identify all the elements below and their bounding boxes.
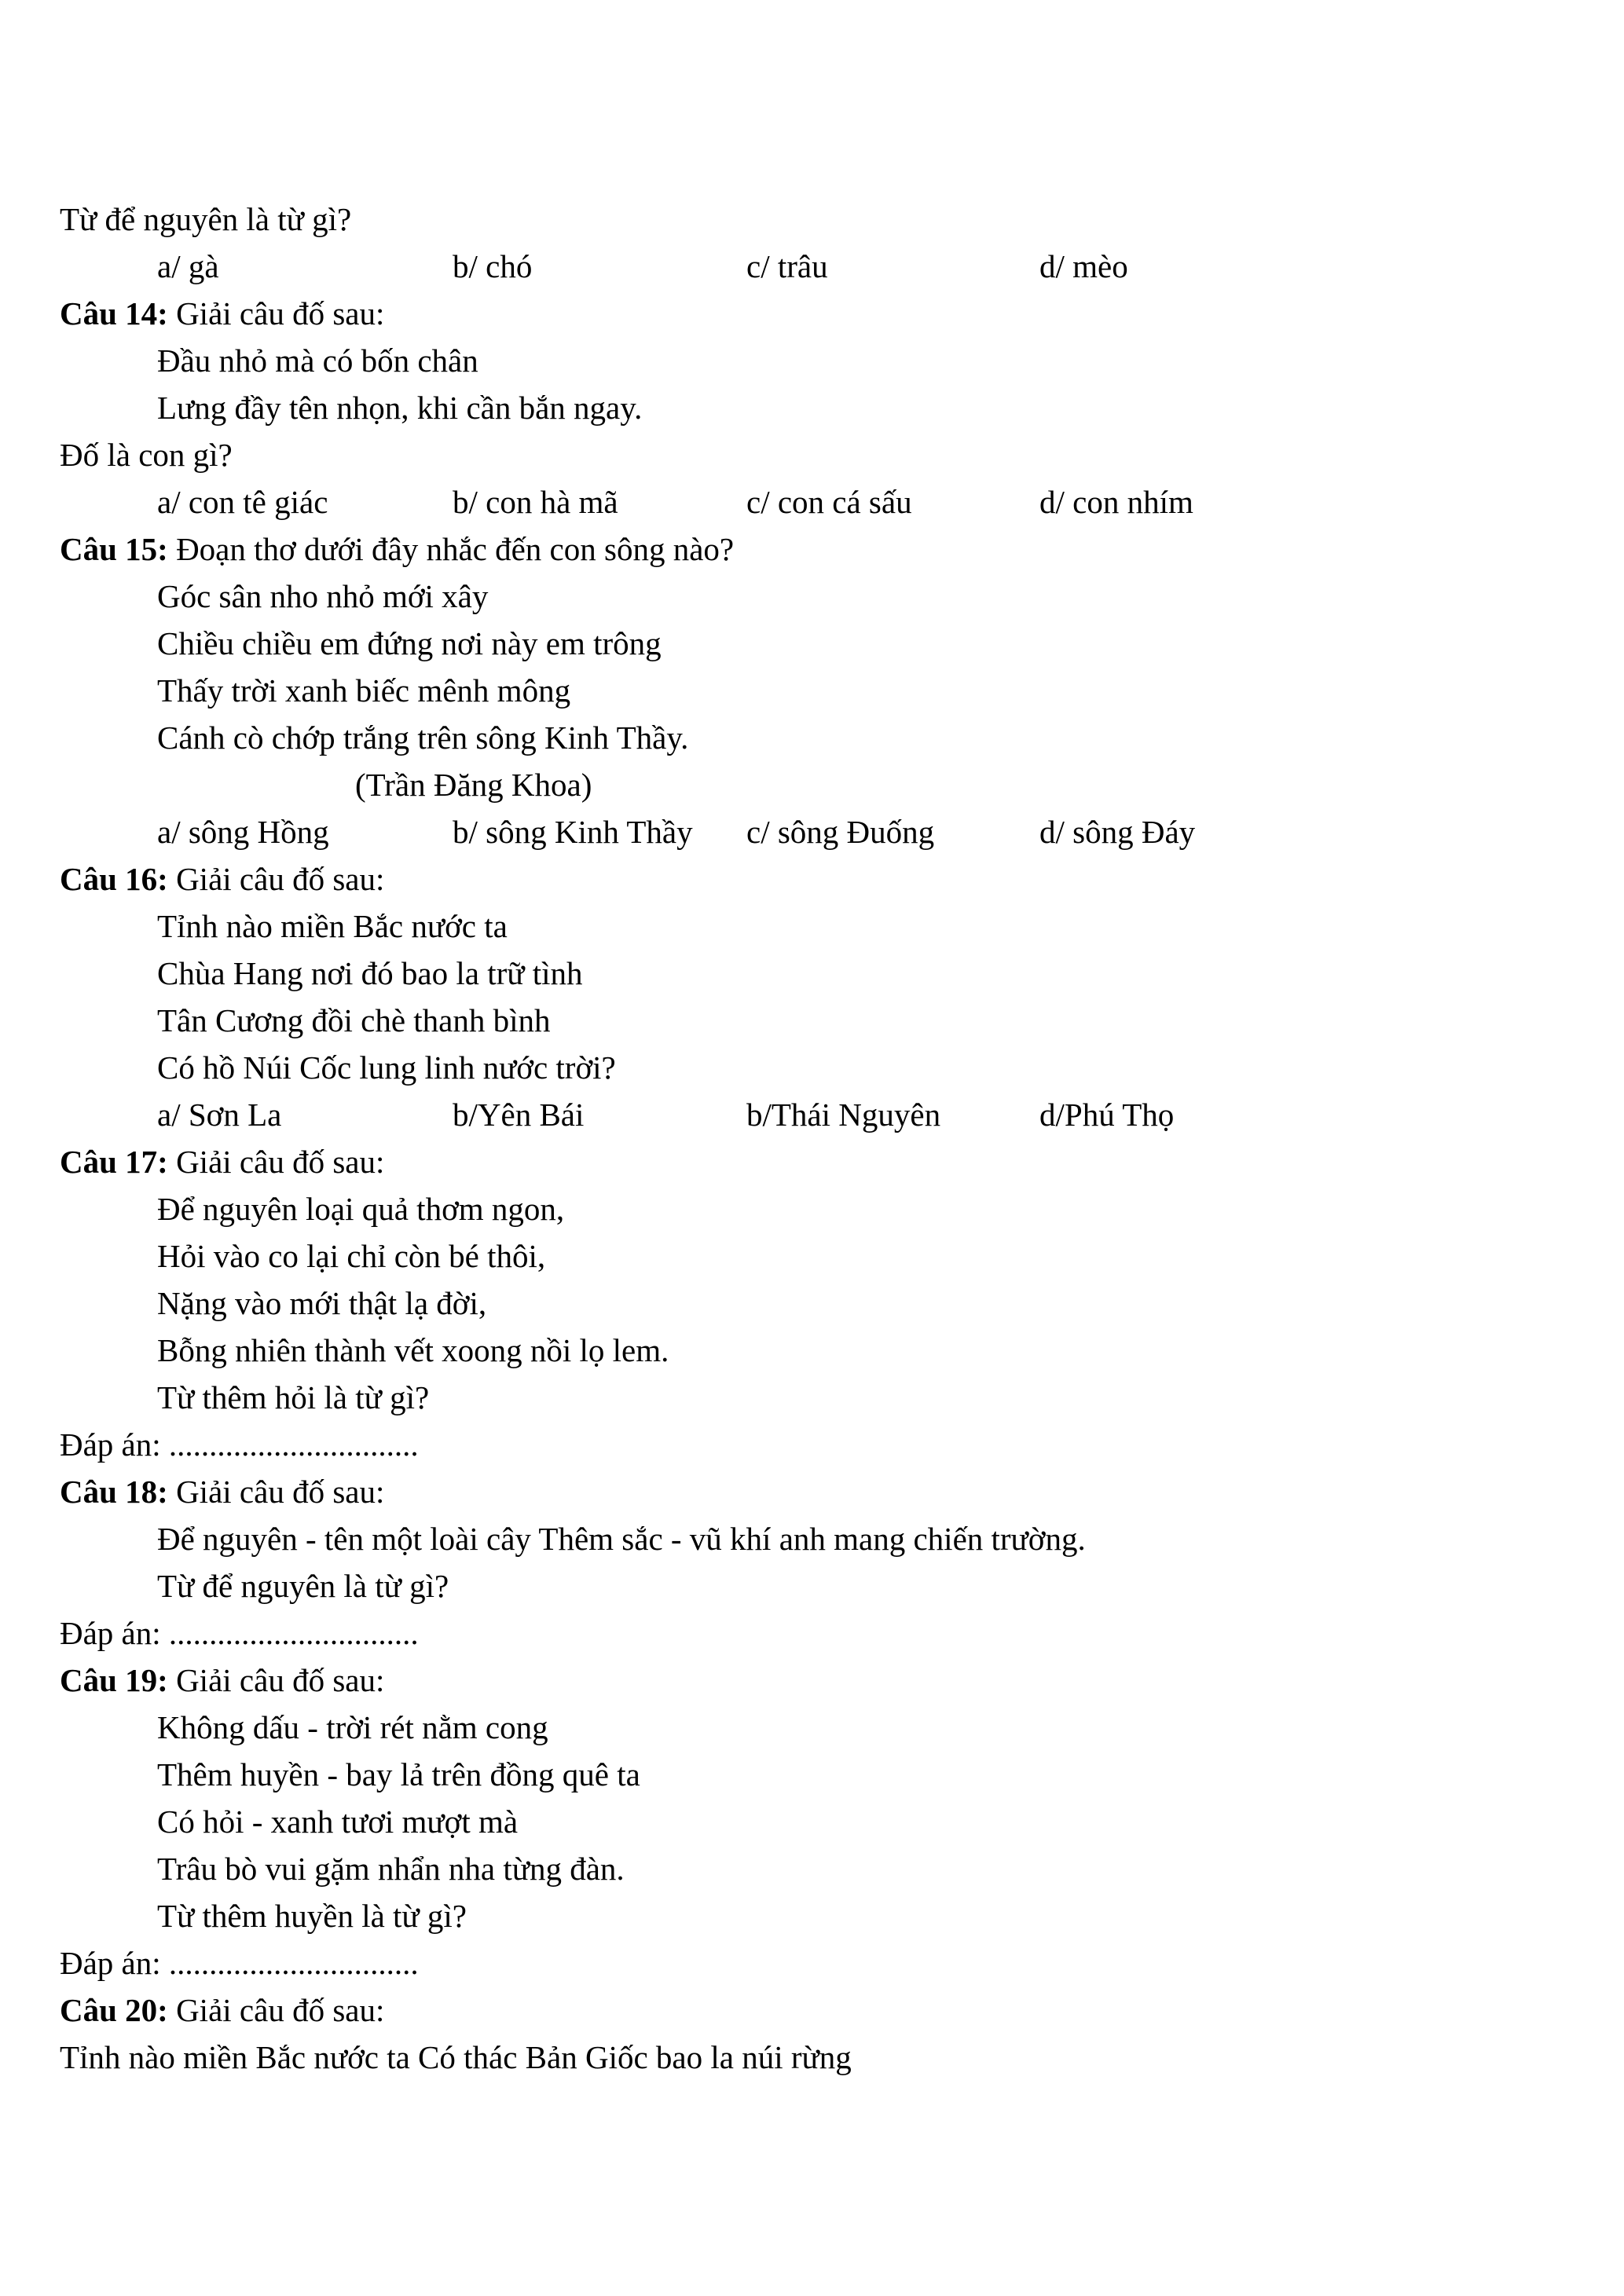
verse-line: Tân Cương đồi chè thanh bình — [157, 1002, 551, 1038]
verse-line: Có hồ Núi Cốc lung linh nước trời? — [157, 1049, 616, 1086]
question-label: Câu 19: — [60, 1662, 168, 1698]
question-prompt: Giải câu đố sau: — [167, 1144, 385, 1180]
question-20-text: Tỉnh nào miền Bắc nước ta Có thác Bản Giốc bao la núi rừng — [60, 2039, 852, 2075]
option-a: a/ Sơn La — [157, 1097, 282, 1133]
option-d: d/ mèo — [1039, 248, 1128, 284]
question-prompt: Đoạn thơ dưới đây nhắc đến con sông nào? — [167, 531, 735, 567]
question-prompt: Giải câu đố sau: — [167, 295, 385, 331]
answer-line: Đáp án: ............................... — [60, 1945, 419, 1981]
question-16-heading — [60, 855, 384, 903]
verse-line: Góc sân nho nhỏ mới xây — [157, 578, 489, 614]
answer-line: Đáp án: ............................... — [60, 1615, 419, 1651]
verse-line: Đầu nhỏ mà có bốn chân — [157, 342, 478, 379]
question-label: Câu 18: — [60, 1474, 168, 1510]
question-15-heading — [60, 525, 734, 573]
verse-line: Từ thêm hỏi là từ gì? — [157, 1379, 430, 1415]
option-b: b/ con hà mã — [453, 484, 618, 520]
question-label: Câu 16: — [60, 861, 168, 897]
verse-line: Không dấu - trời rét nằm cong — [157, 1709, 548, 1745]
verse-line: Để nguyên loại quả thơm ngon, — [157, 1191, 565, 1227]
verse-line: Từ thêm huyền là từ gì? — [157, 1898, 467, 1934]
question-14-question: Đố là con gì? — [60, 437, 233, 473]
option-b: b/Yên Bái — [453, 1097, 585, 1133]
option-b: b/ chó — [453, 248, 533, 284]
poem-author: (Trần Đăng Khoa) — [355, 767, 592, 803]
option-a: a/ gà — [157, 248, 219, 284]
question-20-heading — [60, 1987, 384, 2034]
question-14-heading — [60, 290, 384, 337]
question-19-heading — [60, 1657, 384, 1704]
question-label: Câu 17: — [60, 1144, 168, 1180]
verse-line: Chùa Hang nơi đó bao la trữ tình — [157, 955, 583, 991]
verse-line: Hỏi vào co lại chỉ còn bé thôi, — [157, 1238, 546, 1274]
verse-line: Chiều chiều em đứng nơi này em trông — [157, 625, 662, 661]
question-15-options — [0, 808, 1624, 855]
verse-line: Thấy trời xanh biếc mênh mông — [157, 672, 571, 709]
question-16-options — [0, 1091, 1624, 1138]
question-17-heading — [60, 1138, 384, 1185]
question-label: Câu 20: — [60, 1992, 168, 2028]
option-d: d/Phú Thọ — [1039, 1097, 1175, 1133]
question-label: Câu 14: — [60, 295, 168, 331]
verse-line: Từ để nguyên là từ gì? — [157, 1568, 449, 1604]
answer-line: Đáp án: ............................... — [60, 1426, 419, 1463]
question-prompt: Giải câu đố sau: — [167, 1474, 385, 1510]
option-c: c/ trâu — [746, 248, 828, 284]
verse-line: Để nguyên - tên một loài cây Thêm sắc - vũ khí anh mang chiến trường. — [157, 1521, 1086, 1557]
question-14-options — [0, 478, 1624, 525]
option-d: d/ con nhím — [1039, 484, 1193, 520]
verse-line: Bỗng nhiên thành vết xoong nồi lọ lem. — [157, 1332, 669, 1368]
question-prompt: Giải câu đố sau: — [167, 1662, 385, 1698]
question-prompt: Giải câu đố sau: — [167, 1992, 385, 2028]
verse-line: Tỉnh nào miền Bắc nước ta — [157, 908, 508, 944]
verse-line: Nặng vào mới thật lạ đời, — [157, 1285, 487, 1321]
verse-line: Có hỏi - xanh tươi mượt mà — [157, 1803, 519, 1840]
option-a: a/ con tê giác — [157, 484, 328, 520]
option-b: b/ sông Kinh Thầy — [453, 814, 693, 850]
verse-line: Cánh cò chớp trắng trên sông Kinh Thầy. — [157, 720, 689, 756]
intro-question: Từ để nguyên là từ gì? — [60, 201, 352, 237]
question-label: Câu 15: — [60, 531, 168, 567]
option-c: c/ con cá sấu — [746, 484, 912, 520]
option-a: a/ sông Hồng — [157, 814, 329, 850]
option-d: d/ sông Đáy — [1039, 814, 1196, 850]
intro-options — [0, 243, 1624, 290]
question-18-heading — [60, 1468, 384, 1515]
verse-line: Lưng đầy tên nhọn, khi cần bắn ngay. — [157, 390, 643, 426]
option-c: b/Thái Nguyên — [746, 1097, 941, 1133]
verse-line: Trâu bò vui gặm nhẩn nha từng đàn. — [157, 1851, 625, 1887]
option-c: c/ sông Đuống — [746, 814, 935, 850]
question-prompt: Giải câu đố sau: — [167, 861, 385, 897]
verse-line: Thêm huyền - bay lả trên đồng quê ta — [157, 1756, 640, 1792]
